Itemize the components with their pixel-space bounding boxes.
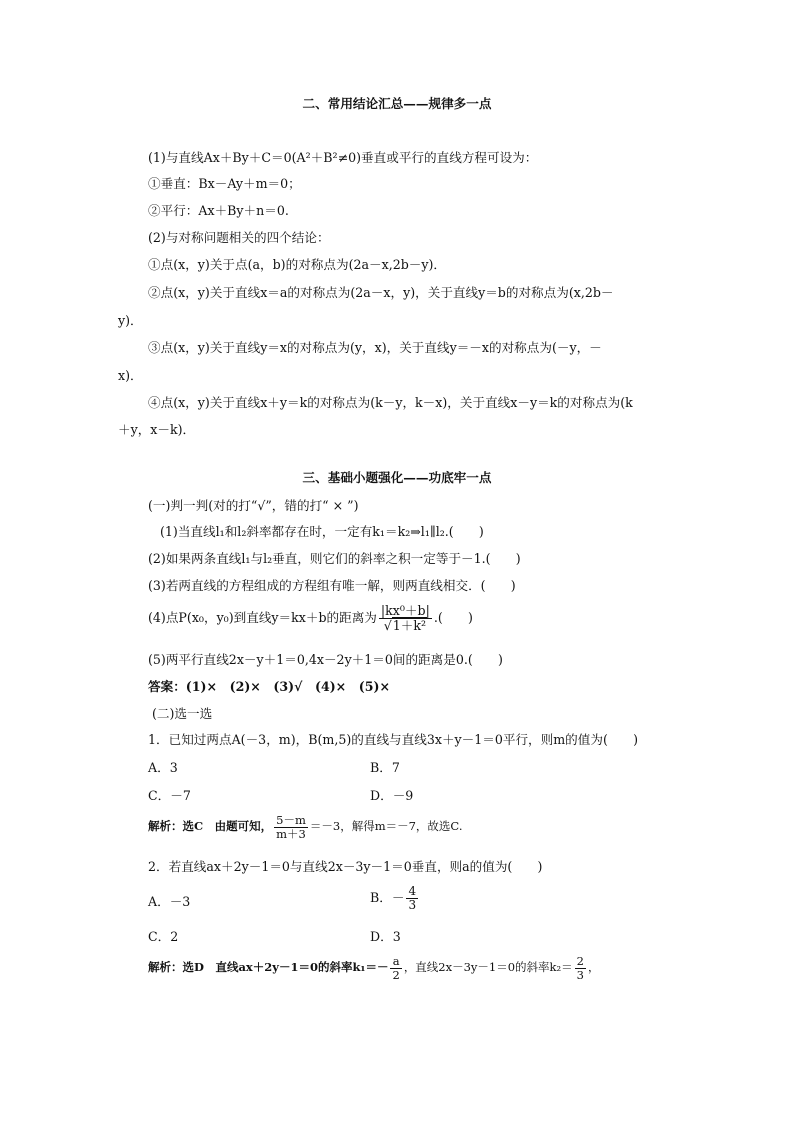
q2-solution-denominator-1: 2	[392, 967, 400, 982]
q1-option-b: B．7	[370, 760, 400, 775]
judge-item-1: (1)当直线l₁和l₂斜率都存在时，一定有k₁＝k₂⇒l₁∥l₂.( )	[160, 524, 484, 539]
q2-solution-post: ，	[587, 960, 600, 975]
question-2: 2．若直线ax＋2y－1＝0与直线2x－3y－1＝0垂直，则a的值为( )	[148, 859, 543, 874]
q1-solution-numerator: 5－m	[276, 813, 306, 827]
judge-item-4	[148, 604, 473, 633]
q1-solution-post: ＝－3，解得m＝－7，故选C.	[309, 819, 463, 834]
symmetry-vertical-horizontal: ②点(x，y)关于直线x＝a的对称点为(2a－x，y)，关于直线y＝b的对称点为(x,2b－	[148, 285, 614, 300]
question-1: 1．已知过两点A(－3，m)，B(m,5)的直线与直线3x＋y－1＝0平行，则m的值为( )	[148, 732, 638, 747]
q2-solution-fraction-1	[390, 955, 401, 981]
judge-item-4-post: .( )	[433, 609, 473, 625]
q2-option-b-numerator: 4	[408, 884, 417, 898]
judge-item-5: (5)两平行直线2x－y＋1＝0,4x－2y＋1＝0间的距离是0.( )	[148, 652, 503, 667]
choose-title: (二)选一选	[152, 706, 213, 721]
distance-fraction	[379, 604, 432, 633]
q1-option-c: C．－7	[148, 788, 191, 803]
symmetry-vertical-horizontal-cont: y)．	[118, 313, 143, 328]
symmetry-k-lines-cont: ＋y，x－k)．	[118, 422, 196, 437]
q1-option-d: D．－9	[370, 788, 414, 803]
perp-parallel-rule: (1)与直线Ax＋By＋C＝0(A²＋B²≠0)垂直或平行的直线方程可设为：	[148, 150, 538, 165]
q2-option-b-fraction	[406, 885, 418, 912]
q2-solution	[148, 955, 599, 981]
judge-title: (一)判一判(对的打“√”，错的打“ × ”)	[148, 498, 359, 513]
q2-option-b	[370, 885, 420, 912]
q2-solution-mid: ，直线2x－3y－1＝0的斜率k₂＝	[403, 960, 573, 975]
perpendicular-form: ①垂直：Bx－Ay＋m＝0；	[148, 176, 301, 191]
q1-option-a: A．3	[148, 760, 178, 775]
q1-solution-denominator: m＋3	[276, 826, 306, 841]
q2-option-a: A．－3	[148, 894, 191, 909]
q2-solution-pre: 解析：选D 直线ax＋2y－1＝0的斜率k₁＝－	[148, 960, 389, 975]
judge-answer: 答案：(1)× (2)× (3)√ (4)× (5)×	[148, 679, 391, 694]
q2-solution-denominator-2: 3	[576, 967, 584, 982]
q1-solution	[148, 814, 462, 840]
distance-numerator: |kx⁰＋b|	[380, 603, 430, 618]
q2-solution-numerator-1: a	[390, 955, 401, 969]
parallel-form: ②平行：Ax＋By＋n＝0.	[148, 203, 289, 218]
q1-solution-fraction	[274, 814, 308, 840]
section3-heading: 三、基础小题强化——功底牢一点	[302, 470, 492, 485]
section2-heading: 二、常用结论汇总——规律多一点	[302, 96, 492, 111]
symmetry-diagonal-cont: x)．	[118, 368, 143, 383]
sqrt-sign: √	[383, 617, 392, 633]
q2-option-b-pre: B．－	[370, 890, 405, 906]
symmetry-diagonal: ③点(x，y)关于直线y＝x的对称点为(y，x)，关于直线y＝－x的对称点为(－y，－	[148, 340, 602, 355]
judge-item-2: (2)如果两条直线l₁与l₂垂直，则它们的斜率之积一定等于－1.( )	[148, 551, 521, 566]
q2-solution-fraction-2	[575, 955, 586, 981]
symmetry-title: (2)与对称问题相关的四个结论：	[148, 230, 330, 245]
judge-item-3: (3)若两直线的方程组成的方程组有唯一解，则两直线相交．( )	[148, 578, 516, 593]
q2-solution-numerator-2: 2	[576, 954, 584, 968]
symmetry-k-lines: ④点(x，y)关于直线x＋y＝k的对称点为(k－y，k－x)，关于直线x－y＝k的对称点为(k	[148, 395, 633, 410]
symmetry-point: ①点(x，y)关于点(a，b)的对称点为(2a－x,2b－y)．	[148, 257, 446, 272]
q1-solution-pre: 解析：选C 由题可知，	[148, 819, 273, 834]
q2-option-b-denominator: 3	[408, 898, 417, 913]
judge-item-4-pre: (4)点P(x₀，y₀)到直线y＝kx＋b的距离为	[148, 609, 377, 625]
distance-denominator: 1＋k²	[392, 617, 427, 633]
q2-option-d: D．3	[370, 929, 401, 944]
q2-option-c: C．2	[148, 929, 179, 944]
